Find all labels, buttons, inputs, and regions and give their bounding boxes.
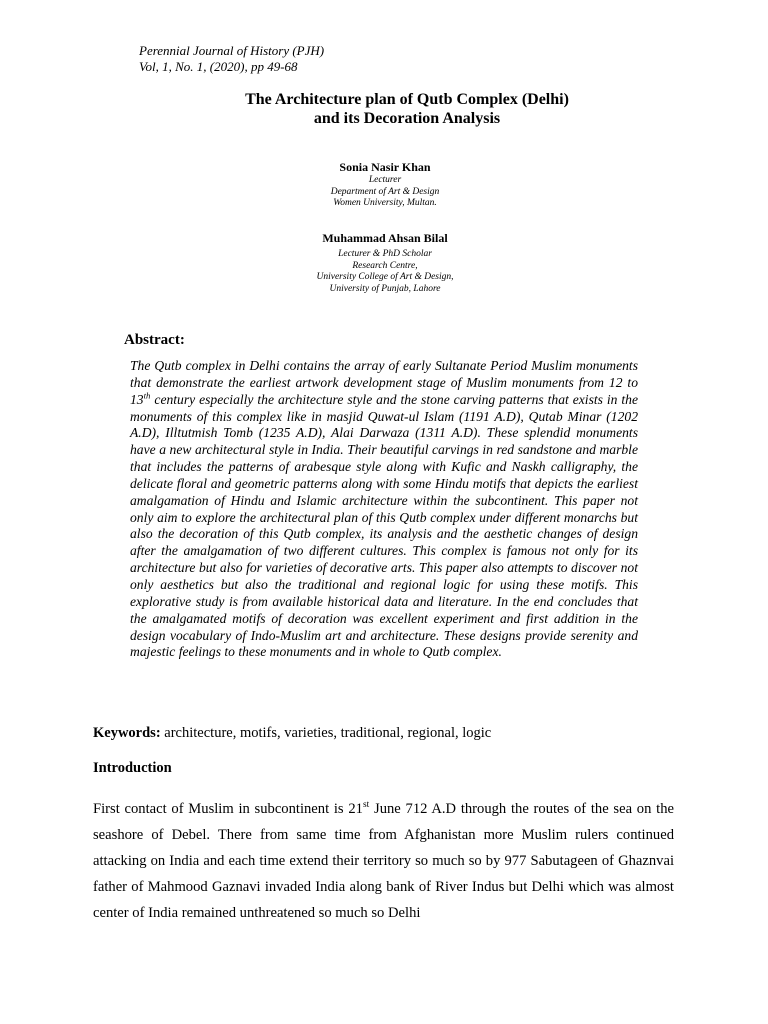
abstract-body (130, 358, 638, 661)
author-affiliation-line: Lecturer (368, 175, 402, 185)
journal-name: Perennial Journal of History (PJH) (139, 43, 325, 58)
abstract-text: century especially the architecture style and the stone carving patterns that exists in the monuments of this complex like in masjid Quwat-ul Islam (1191 A.D), Qutab Minar (1202 A.D), Illtutmish Tomb (1235 A.D), Alai Darwaza (1311 A.D). These splendid monuments have a new architectural style in India. Their beautiful carvings in red sandstone and marble that includes the patterns of arabesque style along with Kufic and Naskh calligraphy, the delicate floral and geometric patterns along with some Hindu motifs that depicts the earliest amalgamation of Hindu and Islamic architecture within the subcontinent. This paper not only aim to explore the architectural plan of this Qutb complex under different monarchs but also the decoration of this Qutb complex, its analysis and the aesthetic changes of design after the amalgamation of two different cultures. This complex is famous not only for its architecture but also for varieties of decorative arts. This paper also attempts to discover not only aesthetics but also the traditional and regional logic for using these motifs. This explorative study is from available historical data and literature. In the end concludes that the amalgamated motifs of decoration was excellent experiment and first addition in the design vocabulary of Indo-Muslim art and architecture. These designs provide serenity and majestic feelings to these monuments and in whole to Qutb complex. (130, 391, 638, 660)
author-affiliation-line: University College of Art & Design, (316, 272, 454, 282)
paper-title (0, 90, 768, 128)
introduction-heading: Introduction (93, 760, 172, 776)
abstract-superscript: th (143, 390, 151, 401)
journal-issue: Vol, 1, No. 1, (2020), pp 49-68 (139, 59, 298, 74)
introduction-text: June 712 A.D through the routes of the sea on the seashore of Debel. There from same time from Afghanistan more Muslim rulers continued attacking on India and each time extend their territory so much so by 977 Sabutageen of Ghaznvai father of Mahmood Gaznavi invaded India along bank of River Indus but Delhi which was almost center of India remained unthreatened so much so Delhi (93, 801, 674, 921)
paper-title-line-1: The Architecture plan of Qutb Complex (Delhi) (245, 91, 569, 108)
author-block (200, 160, 570, 210)
introduction-body (93, 796, 674, 926)
introduction-superscript: st (362, 800, 370, 811)
keywords-text: architecture, motifs, varieties, traditional, regional, logic (160, 725, 492, 741)
author-block (200, 231, 570, 295)
keywords-label: Keywords: (93, 725, 161, 741)
author-affiliation-line: Research Centre, (352, 260, 418, 271)
abstract-text: The Qutb complex in Delhi contains the array of early Sultanate Period Muslim monuments that demonstrate the earliest artwork development stage of Muslim monuments from 12 to 13 (130, 358, 638, 407)
journal-header (139, 43, 324, 75)
keywords-line (93, 724, 693, 742)
author-affiliation-line: University of Punjab, Lahore (329, 283, 441, 294)
abstract-heading: Abstract: (124, 332, 185, 348)
author-name: Sonia Nasir Khan (339, 160, 431, 174)
author-name: Muhammad Ahsan Bilal (322, 231, 448, 245)
paper-title-line-2: and its Decoration Analysis (313, 110, 501, 127)
introduction-text: First contact of Muslim in subcontinent is 21 (93, 801, 363, 817)
author-affiliation-line: Lecturer & PhD Scholar (338, 249, 432, 259)
author-affiliation-line: Department of Art & Design (330, 186, 440, 197)
author-affiliation-line: Women University, Multan. (333, 198, 437, 208)
